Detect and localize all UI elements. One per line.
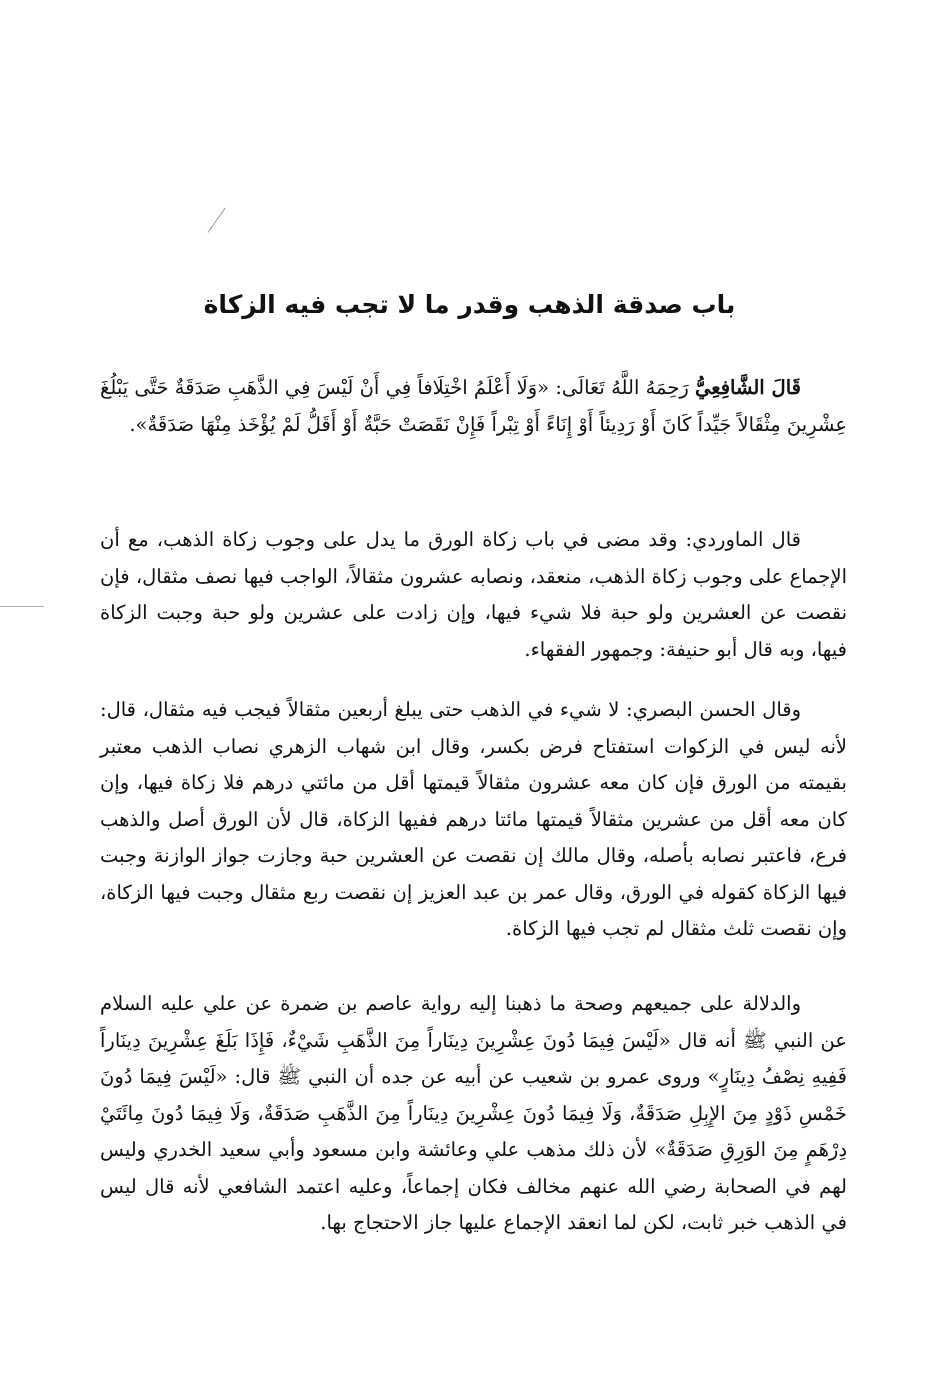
- scan-artifact-dash: [0, 606, 44, 607]
- paragraph-evidence: والدلالة على جميعهم وصحة ما ذهبنا إليه رواية عاصم بن ضمرة عن علي عليه السلام عن النبي ﷺ أنه قال «لَيْسَ فِيمَا دُونَ عِشْرِينَ دِينَاراً مِنَ الذَّهَبِ شَيْءٌ، فَإِذَا بَلَغَ عِشْرِينَ دِينَاراً فَفِيهِ نِصْفُ دِينَارٍ» وروى عمرو بن شعيب عن أبيه عن جده أن النبي ﷺ قال: «لَيْسَ فِيمَا دُونَ خَمْسِ ذَوْدٍ مِنَ الإِبِلِ صَدَقَةٌ، وَلَا فِيمَا دُونَ عِشْرِينَ دِينَاراً مِنَ الذَّهَبِ صَدَقَةٌ، وَلَا فِيمَا دُونَ مِائَتَيْ دِرْهَمٍ مِنَ الوَرِقِ صَدَقَةٌ» لأن ذلك مذهب علي وعائشة وابن مسعود وأبي سعيد الخدري وليس لهم في الصحابة رضي الله عنهم مخالف فكان إجماعاً، وعليه اعتمد الشافعي لأنه قال ليس في الذهب خبر ثابت، لكن لما انعقد الإجماع عليها جاز الاحتجاج بها.: [100, 992, 847, 1234]
- paragraph-mawardi: قال الماوردي: وقد مضى في باب زكاة الورق ما يدل على وجوب زكاة الذهب، مع أن الإجماع على وجوب زكاة الذهب، منعقد، ونصابه عشرون مثقالاً، الواجب فيها نصف مثقال، فإن نقصت عن العشرين ولو حبة فلا شيء فيها، وإن زادت على عشرين ولو حبة وجبت الزكاة فيها، وبه قال أبو حنيفة: وجمهور الفقهاء.: [100, 528, 847, 661]
- chapter-title: باب صدقة الذهب وقدر ما لا تجب فيه الزكاة: [203, 290, 736, 319]
- scan-artifact-mark: [208, 208, 226, 233]
- paragraph-shafii-quote: [100, 370, 847, 443]
- paragraph-text: رَحِمَهُ اللَّهُ تَعَالَى: «وَلَا أَعْلَمُ اخْتِلَافاً فِي أَنْ لَيْسَ فِي الذَّهَبِ صَدَقَةٌ حَتَّى يَبْلُغَ عِشْرِينَ مِثْقَالاً جَيِّداً كَانَ أَوْ رَدِيئاً أَوْ إِنَاءً أَوْ تِبْراً فَإِنْ نَقَصَتْ حَبَّةٌ أَوْ أَقَلُّ لَمْ يُؤْخَذ مِنْهَا صَدَقَةٌ».: [100, 376, 847, 436]
- speaker-name: قَالَ الشَّافِعِيُّ: [695, 376, 801, 399]
- paragraph-hasan-basri: وقال الحسن البصري: لا شيء في الذهب حتى يبلغ أربعين مثقالاً فيجب فيه مثقال، قال: لأنه ليس في الزكوات استفتاح فرض بكسر، وقال ابن شهاب الزهري نصاب الذهب معتبر بقيمته من الورق فإن كان معه عشرون مثقالاً قيمتها أقل من مائتي درهم فلا زكاة فيها، وإن كان معه أقل من عشرين مثقالاً قيمتها مائتا درهم ففيها الزكاة، قال لأن الورق أصل والذهب فرع، فاعتبر نصابه بأصله، وقال مالك إن نقصت عن العشرين حبة وجازت جواز الوازنة وجبت فيها الزكاة كقوله في الورق، وقال عمر بن عبد العزيز إن نقصت ربع مثقال وجبت فيها الزكاة، وإن نقصت ثلث مثقال لم تجب فيها الزكاة.: [100, 698, 847, 940]
